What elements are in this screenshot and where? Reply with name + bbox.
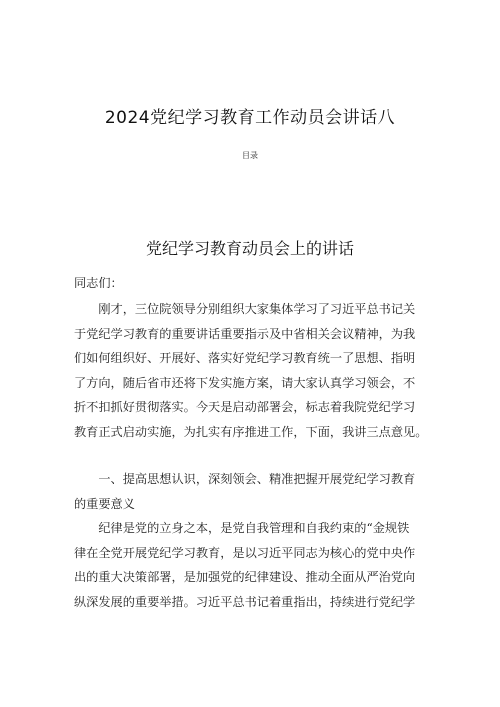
heading-line: 一、提高思想认识，深刻领会、精准把握开展党纪学习教育 [74,472,416,486]
greeting [74,271,434,296]
toc-label: 目录 [242,151,258,160]
section-1-heading [74,467,434,516]
document-title: 2024党纪学习教育工作动员会讲话八 [104,108,396,128]
speech-title: 党纪学习教育动员会上的讲话 [145,239,354,258]
paragraph-line: 们如何组织好、开展好、落实好党纪学习教育统一了思想、指明 [74,351,416,365]
paragraph-line: 纵深发展的重要举措。习近平总书记着重指出，持续进行党纪学 [74,594,416,609]
paragraph-line: 律在全党开展党纪学习教育，是以习近平同志为核心的党中央作 [74,545,416,560]
paragraph-line: 出的重大决策部署，是加强党的纪律建设、推动全面从严治党向 [74,570,416,584]
paragraph-line: 刚才，三位院领导分别组织大家集体学习了习近平总书记关 [74,302,416,316]
paragraph-2 [74,516,434,614]
heading-line: 的重要意义 [74,496,135,511]
paragraph-line: 纪律是党的立身之本，是党自我管理和自我约束的“金规铁 [74,521,410,535]
paragraph-line: 了方向，随后省市还将下发实施方案，请大家认真学习领会，不 [74,375,416,390]
paragraph-1 [74,297,434,444]
paragraph-line: 折不扣抓好贯彻落实。今天是启动部署会，标志着我院党纪学习 [74,400,416,414]
paragraph-line: 教育正式启动实施，为扎实有序推进工作，下面，我讲三点意见。 [74,424,428,439]
greeting-line: 同志们： [74,276,123,290]
paragraph-line: 于党纪学习教育的重要讲话重要指示及中省相关会议精神，为我 [74,326,416,341]
